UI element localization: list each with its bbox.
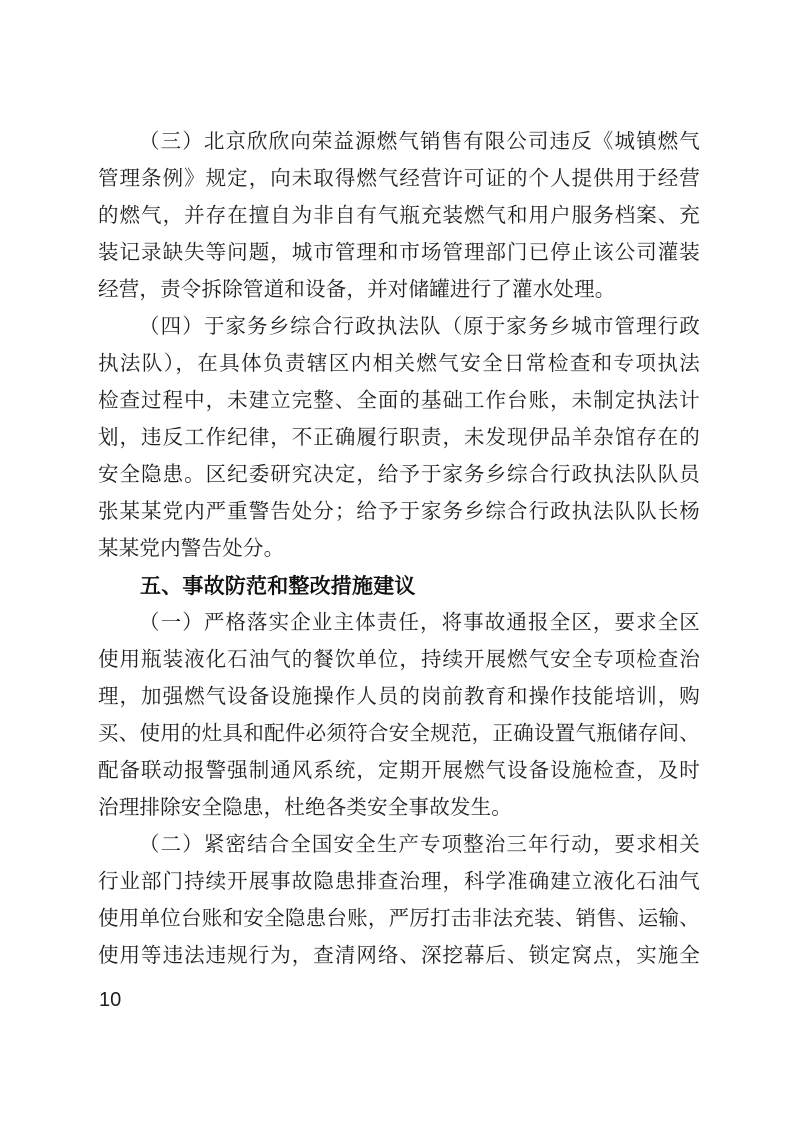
paragraph-line: 执法队），在具体负责辖区内相关燃气安全日常检查和专项执法	[98, 353, 700, 375]
paragraph-line: 买、使用的灶具和配件必须符合安全规范，正确设置气瓶储存间、	[98, 723, 700, 745]
paragraph-line: （四）于家务乡综合行政执法队（原于家务乡城市管理行政	[139, 316, 700, 338]
paragraph-line: 使用瓶装液化石油气的餐饮单位，持续开展燃气安全专项检查治	[98, 649, 700, 671]
paragraph-line: （三）北京欣欣向荣益源燃气销售有限公司违反《城镇燃气	[139, 131, 700, 153]
page-number: 10	[99, 989, 122, 1011]
paragraph-line: 行业部门持续开展事故隐患排查治理，科学准确建立液化石油气	[98, 871, 700, 893]
paragraph-line: 装记录缺失等问题，城市管理和市场管理部门已停止该公司灌装	[98, 242, 700, 264]
paragraph-line: 经营，责令拆除管道和设备，并对储罐进行了灌水处理。	[98, 279, 616, 301]
paragraph-line: （一）严格落实企业主体责任，将事故通报全区，要求全区	[139, 612, 700, 634]
section-heading: 五、事故防范和整改措施建议	[140, 575, 416, 598]
paragraph-line: 治理排除安全隐患，杜绝各类安全事故发生。	[98, 797, 512, 819]
paragraph-line: 某某党内警告处分。	[98, 538, 285, 560]
paragraph-line: 检查过程中，未建立完整、全面的基础工作台账，未制定执法计	[98, 390, 700, 412]
paragraph-line: （二）紧密结合全国安全生产专项整治三年行动，要求相关	[139, 834, 700, 856]
paragraph-line: 理，加强燃气设备设施操作人员的岗前教育和操作技能培训，购	[98, 686, 700, 708]
paragraph-line: 配备联动报警强制通风系统，定期开展燃气设备设施检查，及时	[98, 760, 700, 782]
paragraph-line: 划，违反工作纪律，不正确履行职责，未发现伊品羊杂馆存在的	[98, 427, 700, 449]
paragraph-line: 的燃气，并存在擅自为非自有气瓶充装燃气和用户服务档案、充	[98, 205, 700, 227]
paragraph-line: 管理条例》规定，向未取得燃气经营许可证的个人提供用于经营	[98, 168, 700, 190]
document-body	[98, 124, 700, 975]
paragraph-line: 安全隐患。区纪委研究决定，给予于家务乡综合行政执法队队员	[98, 464, 700, 486]
paragraph-line: 张某某党内严重警告处分；给予于家务乡综合行政执法队队长杨	[98, 501, 700, 523]
paragraph-line: 使用等违法违规行为，查清网络、深挖幕后、锁定窝点，实施全	[98, 945, 700, 967]
paragraph-line: 使用单位台账和安全隐患台账，严厉打击非法充装、销售、运输、	[98, 908, 700, 930]
